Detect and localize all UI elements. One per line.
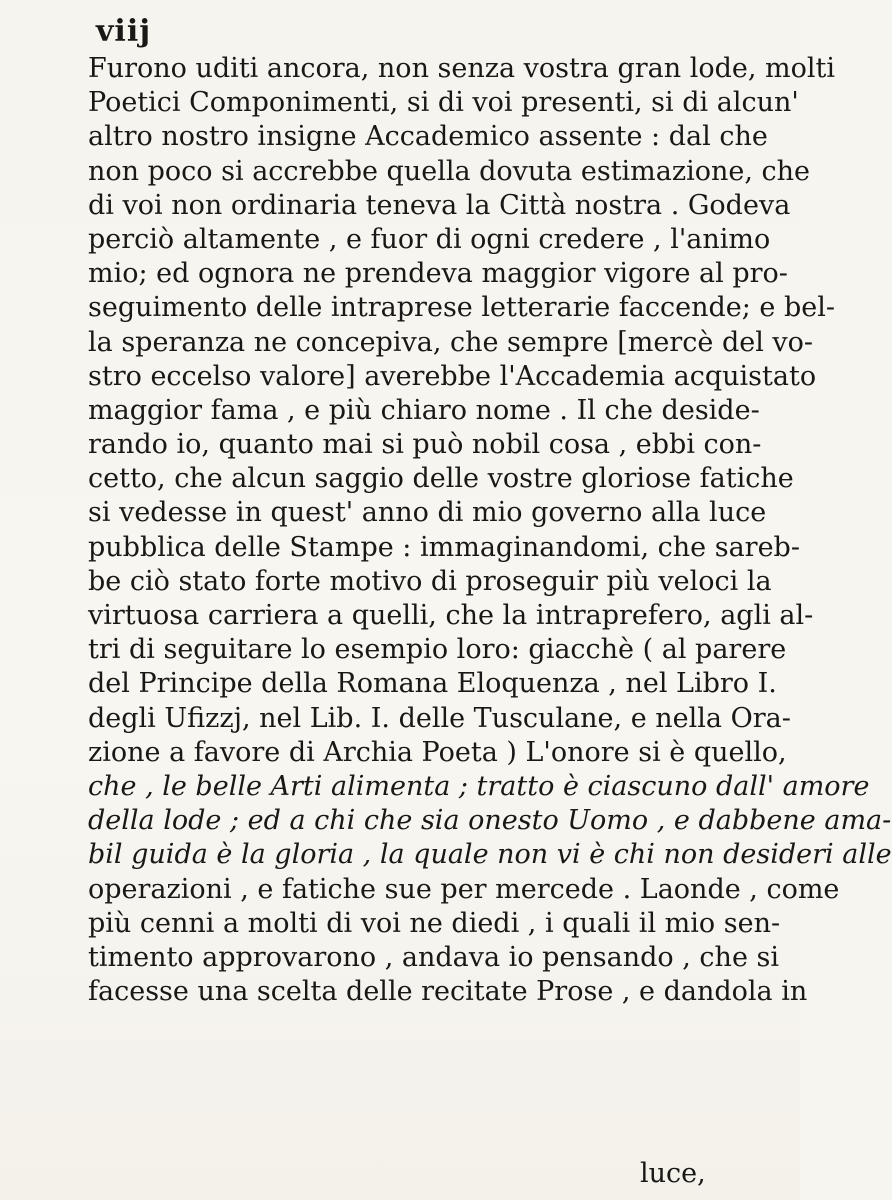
text-line: zione a favore di Archia Poeta ) L'onore si è quello, [88, 736, 787, 768]
text-line: cetto, che alcun saggio delle vostre gloriose fatiche [88, 463, 794, 495]
body-text [88, 52, 892, 1009]
text-line: be ciò stato forte motivo di proseguir più veloci la [88, 565, 772, 597]
text-line: tri di seguitare lo esempio loro: giacchè ( al parere [88, 634, 787, 666]
text-line: del Principe della Romana Eloquenza , nel Libro I. [88, 668, 777, 700]
text-line: bil guida è la gloria , la quale non vi è chi non desideri alle [88, 839, 892, 871]
text-line: più cenni a molti di voi ne diedi , i quali il mio sen- [88, 907, 781, 939]
text-line: stro eccelso valore] averebbe l'Accademia acquistato [88, 360, 817, 392]
text-line: maggior fama , e più chiaro nome . Il che deside- [88, 394, 760, 426]
text-line: virtuosa carriera a quelli, che la intraprefero, agli al- [88, 600, 814, 631]
text-line: seguimento delle intraprese letterarie faccende; e bel- [88, 292, 835, 324]
text-line: si vedesse in quest' anno di mio governo alla luce [88, 497, 767, 529]
page-number: viij [96, 14, 152, 49]
text-line: di voi non ordinaria teneva la Città nostra . Godeva [88, 189, 791, 221]
text-line: rando io, quanto mai si può nobil cosa , ebbi con- [88, 429, 762, 461]
text-line: timento approvarono , andava io pensando , che si [88, 941, 779, 973]
text-line: operazioni , e fatiche sue per mercede . Laonde , come [88, 873, 840, 905]
text-line: la speranza ne concepiva, che sempre [mercè del vo- [88, 326, 814, 358]
text-line: non poco si accrebbe quella dovuta estimazione, che [88, 155, 811, 187]
catchword: luce, [640, 1158, 706, 1189]
text-line: che , le belle Arti alimenta ; tratto è ciascuno dall' amore [88, 770, 870, 802]
text-line: perciò altamente , e fuor di ogni credere , l'animo [88, 223, 771, 255]
text-line: della lode ; ed a chi che sia onesto Uomo , e dabbene ama- [88, 805, 892, 837]
text-line: mio; ed ognora ne prendeva maggior vigore al pro- [88, 258, 788, 290]
text-line: degli Ufizzj, nel Lib. I. delle Tusculane, e nella Ora- [88, 702, 791, 734]
text-line: Poetici Componimenti, si di voi presenti, si di alcun' [88, 87, 799, 119]
text-line: Furono uditi ancora, non senza vostra gran lode, molti [88, 53, 836, 84]
text-line: pubblica delle Stampe : immaginandomi, che sareb- [88, 531, 800, 563]
text-line: altro nostro insigne Accademico assente : dal che [88, 121, 768, 153]
text-line: facesse una scelta delle recitate Prose , e dandola in [88, 976, 808, 1008]
